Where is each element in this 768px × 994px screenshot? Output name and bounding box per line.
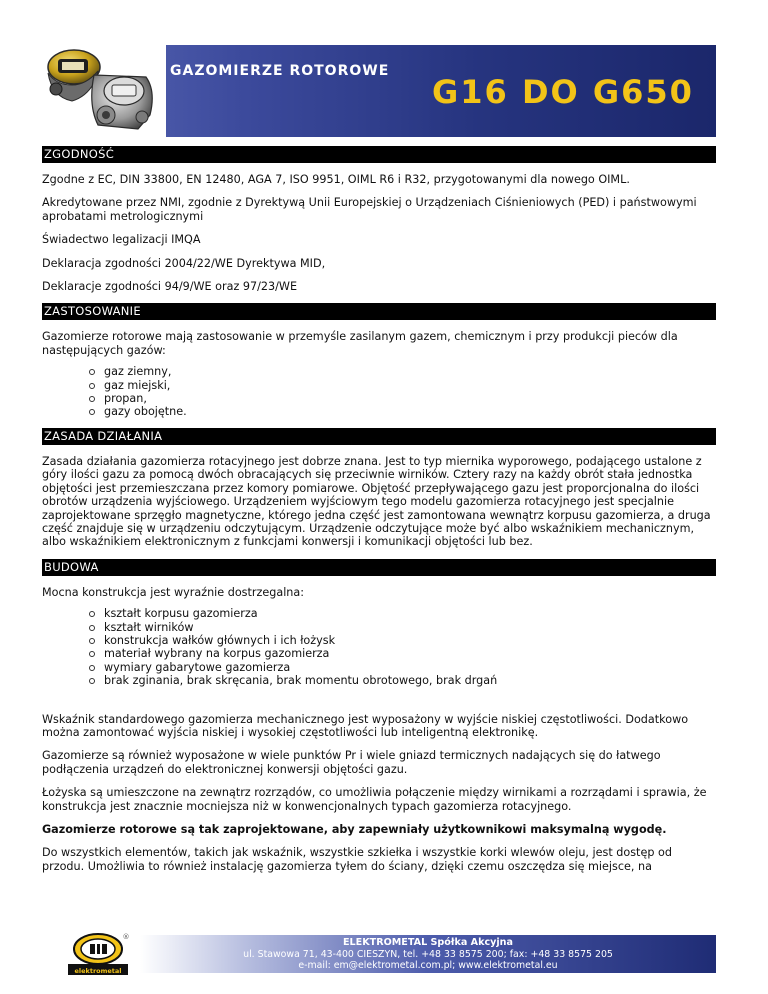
list-item: gaz miejski, [42, 379, 716, 392]
rotary-gas-meter-photo-icon [42, 45, 166, 137]
logo-text: elektrometal [74, 967, 122, 975]
section-heading-budowa: BUDOWA [42, 559, 716, 576]
spacer [42, 697, 716, 713]
list-item: kształt wirników [42, 621, 716, 634]
section-heading-zastosowanie: ZASTOSOWANIE [42, 303, 716, 320]
footer-company: ELEKTROMETAL Spółka Akcyjna [343, 937, 513, 948]
list-item: gazy obojętne. [42, 405, 716, 418]
paragraph: Mocna konstrukcja jest wyraźnie dostrzegalna: [42, 585, 305, 599]
bold-paragraph: Gazomierze rotorowe są tak zaprojektowane, aby zapewniały użytkownikowi maksymalną wygodę. [42, 823, 667, 836]
paragraph: Gazomierze rotorowe mają zastosowanie w przemyśle zasilanym gazem, chemicznym i przy produkcji pieców dla następujących gazów: [42, 330, 678, 357]
section-heading-zgodnosc: ZGODNOŚĆ [42, 146, 716, 163]
footer [140, 935, 716, 973]
footer-contact: e-mail: em@elektrometal.com.pl; www.elektrometal.eu [298, 960, 558, 972]
footer-address: ul. Stawowa 71, 43-400 CIESZYN, tel. +48 33 8575 200; fax: +48 33 8575 205 [243, 948, 613, 960]
construction-list [42, 607, 716, 687]
list-item: konstrukcja wałków głównych i ich łożysk [42, 634, 716, 647]
list-item: kształt korpusu gazomierza [42, 607, 716, 620]
list-item: brak zginania, brak skręcania, brak momentu obrotowego, brak drgań [42, 674, 716, 687]
paragraph: Łożyska są umieszczone na zewnątrz rozrządów, co umożliwia połączenie między wirnikami a rozrządami i sprawia, że konstrukcja jest znacznie mocniejsza niż w konwencjonalnych typach gazomierza rotacyjnego. [42, 786, 707, 813]
page-title: GAZOMIERZE ROTOROWE [170, 63, 390, 79]
list-item: materiał wybrany na korpus gazomierza [42, 647, 716, 660]
list-item: gaz ziemny, [42, 365, 716, 378]
section-heading-zasada: ZASADA DZIAŁANIA [42, 428, 716, 445]
paragraph: Świadectwo legalizacji IMQA [42, 233, 201, 247]
paragraph: Wskaźnik standardowego gazomierza mechanicznego jest wyposażony w wyjście niskiej częstotliwości. Dodatkowo można zamontować wyjścia niskiej i wysokiej częstotliwości lub inteligentną elektronikę. [42, 712, 689, 739]
product-range: G16 DO G650 [432, 73, 694, 111]
gas-list [42, 365, 716, 419]
paragraph: Zasada działania gazomierza rotacyjnego jest dobrze znana. Jest to typ miernika wyporowego, podającego ustalone z góry ilości gazu za pomocą dwóch obracających się przeciwnie wirników. Cztery razy na każdy obrót stała jednostka objętości jest przemieszczana przez komory pomiarowe. Objętość przepływającego gazu jest proporcjonalna do ilości obrotów urządzenia wyjściowego. Urządzeniem wyjściowym tego modelu gazomierza rotacyjnego jest specjalnie zaprojektowane sprzęgło magnetyczne, którego jedna część jest zamontowana wewnątrz korpusu gazomierza, a druga część znajduje się w urządzeniu odczytującym. Urządzenie odczytujące może być albo wskaźnikiem mechanicznym, albo wskaźnikiem elektronicznym z funkcjami konwersji i komunikacji objętości lub bez. [42, 454, 711, 549]
paragraph: Gazomierze są również wyposażone w wiele punktów Pr i wiele gniazd termicznych nadających się do łatwego podłączenia urządzeń do elektronicznej konwersji objętości gazu. [42, 749, 661, 776]
paragraph: Do wszystkich elementów, takich jak wskaźnik, wszystkie szkiełka i wszystkie korki wlewów oleju, jest dostęp od przodu. Umożliwia to również instalację gazomierza tyłem do ściany, dzięki czemu oszczędza się miejsce, na [42, 846, 672, 873]
elektrometal-logo-icon [66, 932, 130, 976]
document-body [42, 146, 716, 883]
list-item: propan, [42, 392, 716, 405]
paragraph: Deklaracje zgodności 94/9/WE oraz 97/23/WE [42, 280, 298, 294]
list-item: wymiary gabarytowe gazomierza [42, 661, 716, 674]
paragraph: Zgodne z EC, DIN 33800, EN 12480, AGA 7, ISO 9951, OIML R6 i R32, przygotowanymi dla nowego OIML. [42, 173, 630, 186]
registered-mark: ® [122, 933, 130, 941]
paragraph: Deklaracja zgodności 2004/22/WE Dyrektywa MID, [42, 256, 326, 270]
paragraph: Akredytowane przez NMI, zgodnie z Dyrektywą Unii Europejskiej o Urządzeniach Ciśnieniowych (PED) i państwowymi aprobatami metrologicznymi [42, 196, 697, 223]
